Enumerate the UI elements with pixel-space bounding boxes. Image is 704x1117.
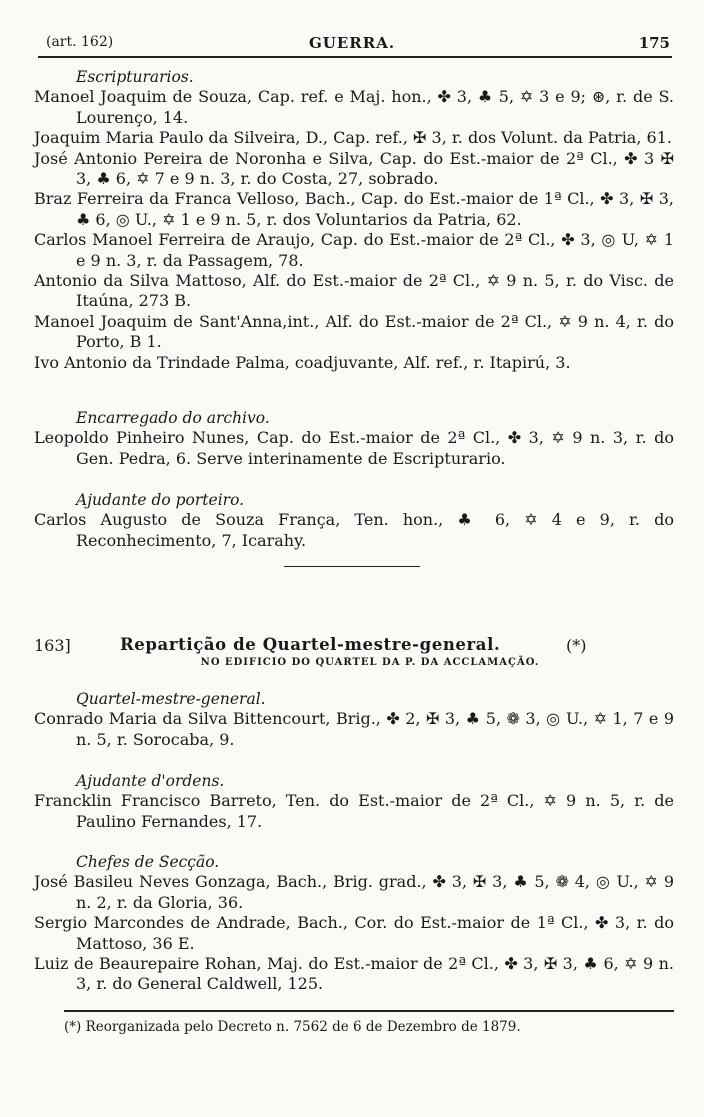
section-ajudante-ordens <box>34 771 674 832</box>
section-divider <box>284 566 420 567</box>
list-item: Conrado Maria da Silva Bittencourt, Brig., ✤ 2, ✠ 3, ♣ 5, ❁ 3, ◎ U., ✡ 1, 7 e 9 n. 5, r. Sorocaba, 9. <box>34 709 674 749</box>
section-title: Encarregado do archivo. <box>76 409 270 427</box>
repartition-title: Repartição de Quartel-mestre-general. <box>120 635 501 654</box>
section-escripturarios <box>34 67 674 373</box>
footnote: (*) Reorganizada pelo Decreto n. 7562 de 6 de Dezembro de 1879. <box>64 1019 521 1035</box>
section-title: Chefes de Secção. <box>76 853 220 871</box>
list-item: Carlos Augusto de Souza França, Ten. hon., ♣ 6, ✡ 4 e 9, r. do Reconhecimento, 7, Icarahy. <box>34 510 674 550</box>
list-item: Leopoldo Pinheiro Nunes, Cap. do Est.-maior de 2ª Cl., ✤ 3, ✡ 9 n. 3, r. do Gen. Pedra, 6. Serve interinamente de Escripturario. <box>34 428 674 468</box>
list-item: Manoel Joaquim de Sant'Anna,int., Alf. do Est.-maior de 2ª Cl., ✡ 9 n. 4, r. do Porto, B 1. <box>34 311 674 352</box>
list-item: Manoel Joaquim de Souza, Cap. ref. e Maj. hon., ✤ 3, ♣ 5, ✡ 3 e 9; ⊛, r. de S. Lourenço, 14. <box>34 87 674 127</box>
footnote-marker: (*) <box>566 636 587 655</box>
section-title: Escripturarios. <box>76 68 194 86</box>
repartition-location: NO EDIFICIO DO QUARTEL DA P. DA ACCLAMAÇÃO. <box>200 657 540 668</box>
list-item: Antonio da Silva Mattoso, Alf. do Est.-maior de 2ª Cl., ✡ 9 n. 5, r. do Visc. de Itaúna, 273 B. <box>34 271 674 311</box>
section-chefes-seccao <box>34 852 674 995</box>
list-item: Braz Ferreira da Franca Velloso, Bach., Cap. do Est.-maior de 1ª Cl., ✤ 3, ✠ 3, ♣ 6, ◎ U., ✡ 1 e 9 n. 5, r. dos Voluntarios da Patria, 62. <box>34 189 674 229</box>
section-title: Ajudante do porteiro. <box>76 491 245 509</box>
section-encarregado-archivo <box>34 408 674 469</box>
list-item: Carlos Manoel Ferreira de Araujo, Cap. do Est.-maior de 2ª Cl., ✤ 3, ◎ U, ✡ 1 e 9 n. 3, r. da Passagem, 78. <box>34 230 674 270</box>
footnote-rule <box>64 1010 674 1012</box>
repartition-number: 163] <box>34 636 71 655</box>
list-item: Sergio Marcondes de Andrade, Bach., Cor. do Est.-maior de 1ª Cl., ✤ 3, r. do Mattoso, 36 E. <box>34 913 674 953</box>
list-item: José Antonio Pereira de Noronha e Silva, Cap. do Est.-maior de 2ª Cl., ✤ 3 ✠ 3, ♣ 6, ✡ 7 e 9 n. 3, r. do Costa, 27, sobrado. <box>34 148 674 189</box>
section-quartel-mestre-general <box>34 689 674 750</box>
list-item: Ivo Antonio da Trindade Palma, coadjuvante, Alf. ref., r. Itapirú, 3. <box>34 352 571 372</box>
page-heading: GUERRA. <box>308 34 396 52</box>
list-item: José Basileu Neves Gonzaga, Bach., Brig. grad., ✤ 3, ✠ 3, ♣ 5, ❁ 4, ◎ U., ✡ 9 n. 2, r. da Gloria, 36. <box>34 872 674 912</box>
section-title: Ajudante d'ordens. <box>76 772 225 790</box>
article-reference: (art. 162) <box>46 34 114 50</box>
list-item: Joaquim Maria Paulo da Silveira, D., Cap. ref., ✠ 3, r. dos Volunt. da Patria, 61. <box>34 128 672 148</box>
list-item: Francklin Francisco Barreto, Ten. do Est.-maior de 2ª Cl., ✡ 9 n. 5, r. de Paulino Fernandes, 17. <box>34 791 674 831</box>
list-item: Luiz de Beaurepaire Rohan, Maj. do Est.-maior de 2ª Cl., ✤ 3, ✠ 3, ♣ 6, ✡ 9 n. 3, r. do General Caldwell, 125. <box>34 954 674 994</box>
section-title: Quartel-mestre-general. <box>76 690 266 708</box>
header-rule <box>38 56 672 58</box>
running-head <box>34 34 670 56</box>
section-ajudante-porteiro <box>34 490 674 551</box>
page-number: 175 <box>638 34 670 52</box>
repartition-heading <box>34 636 674 658</box>
